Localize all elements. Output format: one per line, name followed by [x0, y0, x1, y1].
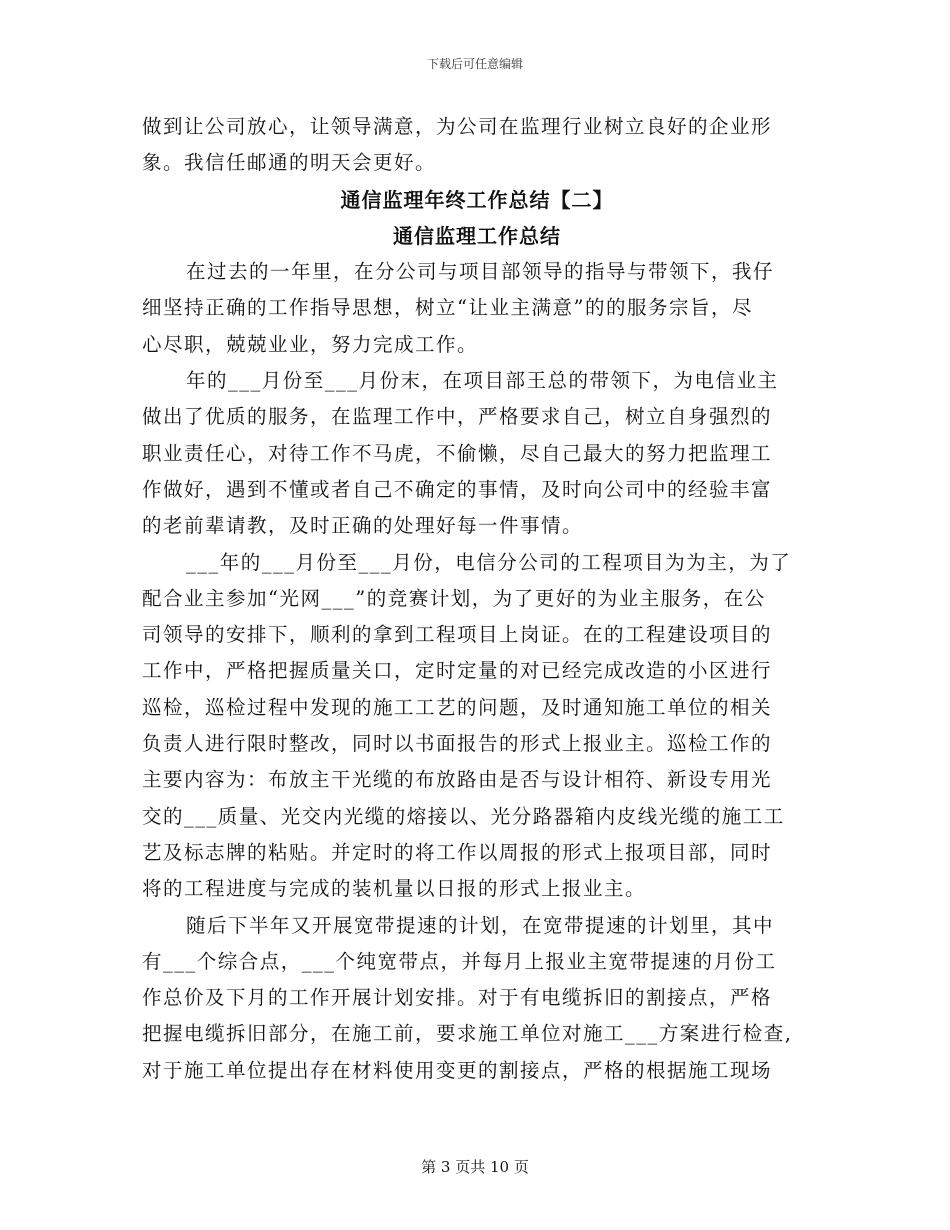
- text-line: 负责人进行限时整改，同时以书面报告的形式上报业主。巡检工作的: [142, 732, 773, 756]
- text-line: 在过去的一年里，在分公司与项目部领导的指导与带领下，我仔: [186, 260, 775, 284]
- text-line: 作总价及下月的工作开展计划安排。对于有电缆拆旧的割接点，严格: [142, 986, 773, 1010]
- header-note: 下载后可任意编辑: [426, 57, 523, 71]
- text-line: 作做好，遇到不懂或者自己不确定的事情，及时向公司中的经验丰富: [142, 477, 773, 501]
- text-line: 巡检，巡检过程中发现的施工工艺的问题，及时通知施工单位的相关: [142, 695, 773, 719]
- text-line: 艺及标志牌的粘贴。并定时的将工作以周报的形式上报项目部，同时: [142, 840, 773, 864]
- text-line: ___年的___月份至___月份，电信分公司的工程项目为为主，为了: [186, 550, 792, 574]
- text-line: 的老前辈请教，及时正确的处理好每一件事情。: [142, 514, 584, 538]
- text-line: 职业责任心，对待工作不马虎，不偷懒，尽自己最大的努力把监理工: [142, 441, 773, 465]
- section-subheading: 通信监理工作总结: [393, 223, 561, 248]
- text-line: 配合业主参加“光网___”的竞赛计划，为了更好的为业主服务，在公: [142, 586, 766, 610]
- section-heading: 通信监理年终工作总结【二】: [340, 187, 614, 212]
- text-line: 细坚持正确的工作指导思想，树立“让业主满意”的的服务宗旨，尽: [142, 296, 753, 320]
- text-line: 心尽职，兢兢业业，努力完成工作。: [142, 332, 479, 356]
- text-line: 年的___月份至___月份末，在项目部王总的带领下，为电信业主: [186, 369, 779, 393]
- page-number: 第 3 页共 10 页: [421, 1158, 529, 1176]
- text-line: 司领导的安排下，顺利的拿到工程项目上岗证。在的工程建设项目的: [142, 623, 773, 647]
- text-line: 将的工程进度与完成的装机量以日报的形式上报业主。: [142, 877, 647, 901]
- text-line: 把握电缆拆旧部分，在施工前，要求施工单位对施工___方案进行检查,: [142, 1022, 793, 1046]
- text-line: 交的___质量、光交内光缆的熔接以、光分路器箱内皮线光缆的施工工: [142, 804, 785, 828]
- text-line: 做到让公司放心，让领导满意，为公司在监理行业树立良好的企业形: [142, 115, 773, 138]
- text-line: 工作中，严格把握质量关口，定时定量的对已经完成改造的小区进行: [142, 659, 773, 683]
- document-body: [142, 109, 812, 1089]
- text-line: 象。我信任邮通的明天会更好。: [142, 151, 437, 175]
- text-line: 对于施工单位提出存在材料使用变更的割接点，严格的根据施工现场: [142, 1058, 773, 1082]
- text-line: 主要内容为：布放主干光缆的布放路由是否与设计相符、新设专用光: [142, 768, 773, 792]
- text-line: 有___个综合点，___个纯宽带点，并每月上报业主宽带提速的月份工: [142, 949, 777, 973]
- text-line: 做出了优质的服务，在监理工作中，严格要求自己，树立自身强烈的: [142, 405, 773, 429]
- text-line: 随后下半年又开展宽带提速的计划，在宽带提速的计划里，其中: [186, 913, 775, 937]
